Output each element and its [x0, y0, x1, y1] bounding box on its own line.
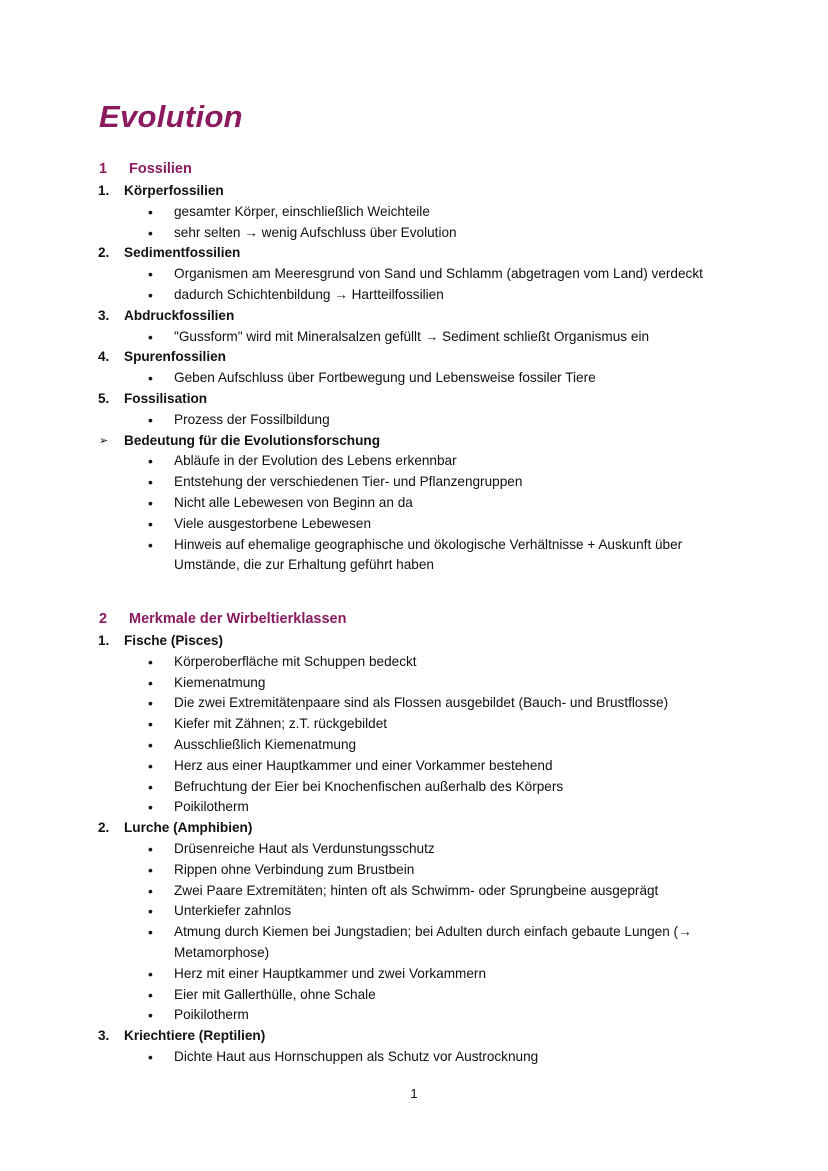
bullet-icon: • — [148, 474, 153, 491]
bullet-icon: • — [148, 861, 153, 878]
list-item-text: Fische (Pisces) — [124, 633, 223, 648]
bullet-icon: • — [148, 986, 153, 1003]
list-item-text: Dichte Haut aus Hornschuppen als Schutz vor Austrocknung — [174, 1048, 539, 1064]
section-title: Merkmale der Wirbeltierklassen — [129, 611, 347, 627]
list-item-text: Herz aus einer Hauptkammer und einer Vorkammer bestehend — [174, 757, 553, 773]
section-number: 2 — [99, 611, 108, 627]
list-item-text: Ausschließlich Kiemenatmung — [174, 736, 357, 752]
list-item-text: Bedeutung für die Evolutionsforschung — [124, 432, 381, 448]
list-item-text: Befruchtung der Eier bei Knochenfischen außerhalb des Körpers — [174, 778, 564, 794]
bullet-icon: • — [148, 286, 153, 303]
list-item-text: Umstände, die zur Erhaltung geführt haben — [174, 557, 434, 573]
list-item — [0, 693, 828, 714]
list-item-text: Kiefer mit Zähnen; z.T. rückgebildet — [174, 716, 388, 732]
list-item — [0, 1005, 828, 1026]
list-item-text: Organismen am Meeresgrund von Sand und Schlamm (abgetragen vom Land) verdeckt — [174, 266, 703, 282]
bullet-icon: • — [148, 203, 153, 220]
list-heading — [0, 1026, 828, 1047]
bullet-icon: • — [148, 695, 153, 712]
list-item — [0, 514, 828, 535]
fossil-list — [0, 181, 828, 576]
list-item-text: Spurenfossilien — [124, 349, 226, 365]
list-item-text: Viele ausgestorbene Lebewesen — [174, 515, 372, 531]
list-item-text: Fossilisation — [124, 390, 208, 406]
list-item-text: Hinweis auf ehemalige geographische und ökologische Verhältnisse + Auskunft über — [174, 536, 683, 552]
list-item — [0, 881, 828, 902]
list-item — [0, 451, 828, 472]
list-item-text: Entstehung der verschiedenen Tier- und Pflanzengruppen — [174, 474, 523, 490]
list-item — [0, 472, 828, 493]
list-item-text: Poikilotherm — [174, 799, 249, 815]
list-item — [0, 756, 828, 777]
bullet-icon: • — [148, 453, 153, 470]
list-item — [0, 714, 828, 735]
list-item — [0, 264, 828, 285]
list-item — [0, 368, 828, 389]
bullet-icon: • — [148, 536, 153, 553]
list-item-text: Kriechtiere (Reptilien) — [124, 1028, 266, 1044]
list-heading — [0, 631, 828, 652]
bullet-icon: • — [148, 840, 153, 857]
vertebrate-list — [0, 631, 828, 1068]
list-item-text: Die zwei Extremitätenpaare sind als Flossen ausgebildet (Bauch- und Brustflosse) — [174, 695, 669, 711]
list-item — [0, 985, 828, 1006]
list-item-text: Drüsenreiche Haut als Verdunstungsschutz — [174, 840, 435, 856]
list-item — [0, 839, 828, 860]
bullet-icon: • — [148, 224, 153, 241]
list-item-text: dadurch Schichtenbildung → Hartteilfossilien — [174, 286, 444, 302]
list-number: 1. — [98, 633, 110, 648]
section-number: 1 — [99, 161, 108, 177]
list-item — [0, 673, 828, 694]
list-item — [0, 922, 828, 943]
list-item-text: Abdruckfossilien — [124, 307, 235, 323]
list-item-text: Kiemenatmung — [174, 674, 266, 690]
list-item-text: Unterkiefer zahnlos — [174, 903, 292, 919]
list-item — [0, 652, 828, 673]
list-heading — [0, 347, 828, 368]
bullet-icon: • — [148, 903, 153, 920]
list-item — [0, 223, 828, 244]
bullet-icon: • — [148, 757, 153, 774]
list-item-text: sehr selten → wenig Aufschluss über Evolution — [174, 224, 457, 240]
list-item-text: Körperfossilien — [124, 183, 224, 198]
list-item-continuation — [0, 555, 828, 576]
bullet-icon: • — [148, 736, 153, 753]
list-heading — [0, 181, 828, 202]
list-number: 4. — [98, 349, 110, 365]
list-item-text: Nicht alle Lebewesen von Beginn an da — [174, 494, 413, 510]
section-heading-fossilien — [99, 161, 192, 177]
bullet-icon: • — [148, 799, 153, 816]
bullet-icon: • — [148, 515, 153, 532]
list-item — [0, 797, 828, 818]
arrow-bullet-icon: ➢ — [99, 434, 109, 447]
list-heading — [0, 818, 828, 839]
document-title: Evolution — [99, 99, 243, 134]
list-number: 5. — [98, 390, 110, 406]
bullet-icon: • — [148, 965, 153, 982]
list-item-text: Lurche (Amphibien) — [124, 820, 253, 836]
bullet-icon: • — [148, 1007, 153, 1024]
list-item-text: Körperoberfläche mit Schuppen bedeckt — [174, 653, 417, 669]
list-item — [0, 202, 828, 223]
list-item — [0, 535, 828, 556]
list-item — [0, 964, 828, 985]
list-item-text: Herz mit einer Hauptkammer und zwei Vorkammern — [174, 965, 487, 981]
bullet-icon: • — [148, 653, 153, 670]
list-heading — [0, 243, 828, 264]
bullet-icon: • — [148, 494, 153, 511]
list-item — [0, 410, 828, 431]
list-number: 2. — [98, 820, 110, 836]
page-number: 1 — [410, 1086, 418, 1101]
list-item-text: Atmung durch Kiemen bei Jungstadien; bei Adulten durch einfach gebaute Lungen (→ — [174, 924, 692, 940]
list-heading — [0, 306, 828, 327]
list-item-text: "Gussform" wird mit Mineralsalzen gefüllt → Sediment schließt Organismus ein — [174, 328, 650, 344]
list-number: 1. — [98, 183, 110, 198]
bullet-icon: • — [148, 882, 153, 899]
list-item — [0, 860, 828, 881]
list-item-text: Prozess der Fossilbildung — [174, 411, 330, 427]
bullet-icon: • — [148, 370, 153, 387]
list-item — [0, 493, 828, 514]
list-heading — [0, 431, 828, 452]
list-item-text: Zwei Paare Extremitäten; hinten oft als Schwimm- oder Sprungbeine ausgeprägt — [174, 882, 659, 898]
list-item — [0, 901, 828, 922]
list-item-text: Sedimentfossilien — [124, 245, 241, 261]
bullet-icon: • — [148, 1048, 153, 1065]
section-title: Fossilien — [129, 161, 192, 177]
bullet-icon: • — [148, 674, 153, 691]
list-item-text: Abläufe in der Evolution des Lebens erkennbar — [174, 453, 457, 469]
bullet-icon: • — [148, 778, 153, 795]
list-number: 3. — [98, 1028, 110, 1044]
list-item-text: gesamter Körper, einschließlich Weichteile — [174, 203, 430, 219]
list-item-continuation — [0, 943, 828, 964]
list-item-text: Metamorphose) — [174, 944, 270, 960]
list-item — [0, 327, 828, 348]
list-number: 2. — [98, 245, 110, 261]
list-number: 3. — [98, 307, 110, 323]
bullet-icon: • — [148, 328, 153, 345]
bullet-icon: • — [148, 411, 153, 428]
bullet-icon: • — [148, 716, 153, 733]
list-heading — [0, 389, 828, 410]
list-item-text: Poikilotherm — [174, 1007, 249, 1023]
bullet-icon: • — [148, 924, 153, 941]
bullet-icon: • — [148, 266, 153, 283]
list-item — [0, 777, 828, 798]
list-item — [0, 285, 828, 306]
list-item — [0, 1047, 828, 1068]
list-item-text: Geben Aufschluss über Fortbewegung und Lebensweise fossiler Tiere — [174, 370, 596, 386]
section-heading-wirbeltierklassen — [99, 611, 346, 627]
list-item-text: Rippen ohne Verbindung zum Brustbein — [174, 861, 415, 877]
list-item-text: Eier mit Gallerthülle, ohne Schale — [174, 986, 376, 1002]
list-item — [0, 735, 828, 756]
